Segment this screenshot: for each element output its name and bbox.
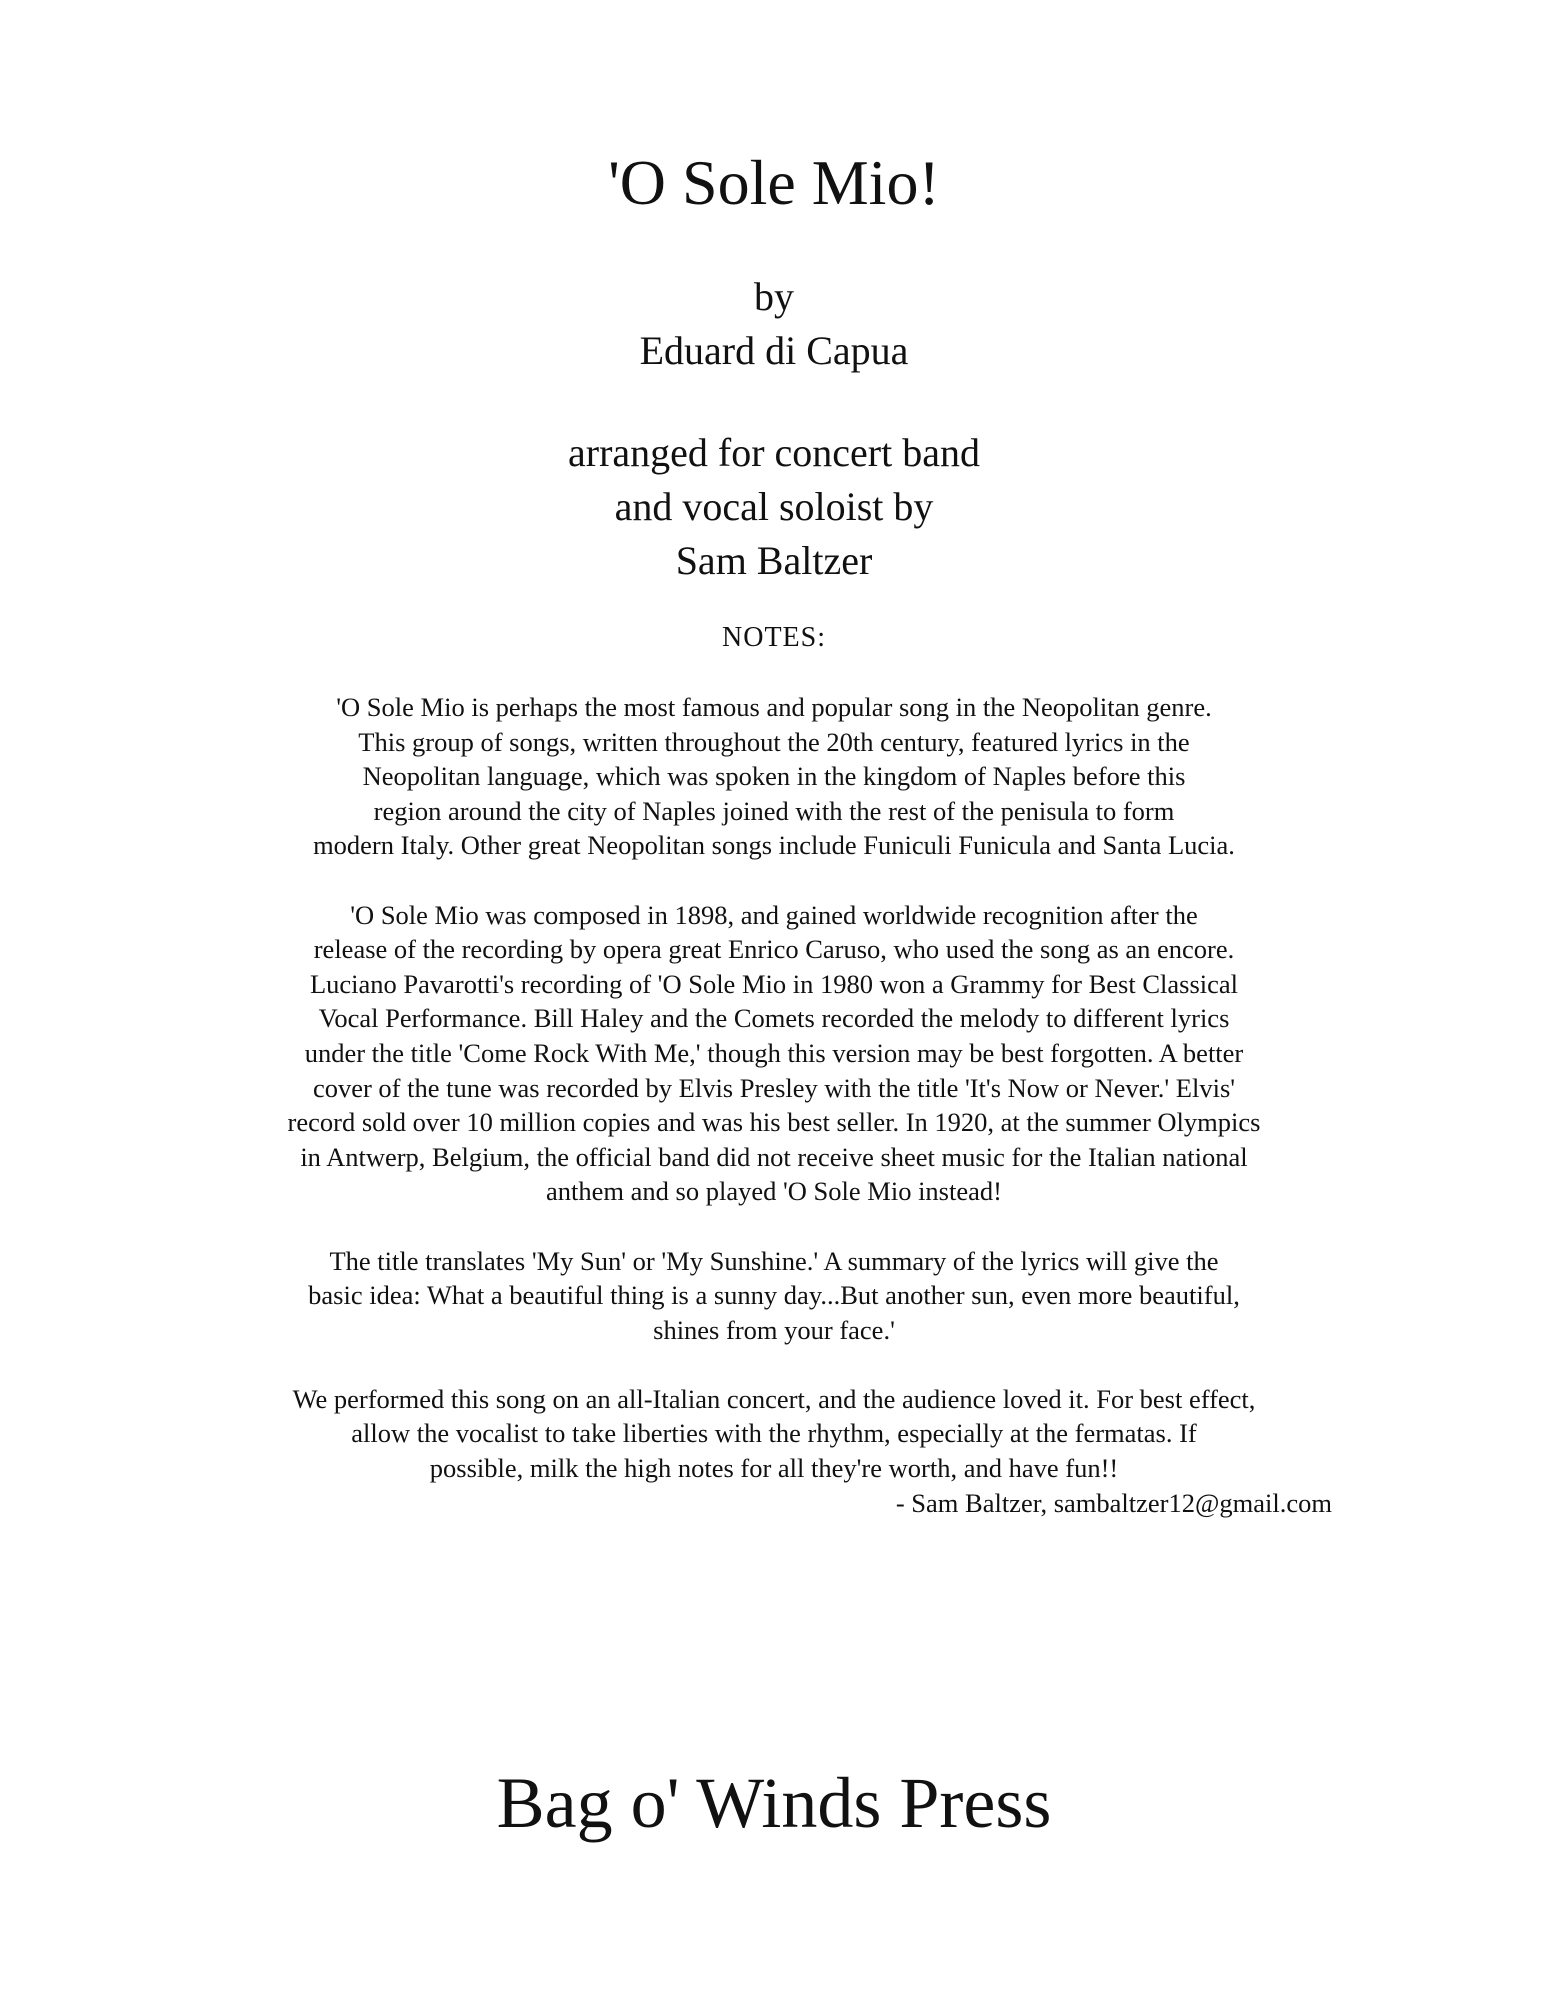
text-line: anthem and so played 'O Sole Mio instead!: [546, 1176, 1002, 1207]
notes-paragraph-1: [150, 690, 1398, 863]
text-line: We performed this song on an all-Italian concert, and the audience loved it. For best effect,: [292, 1383, 1256, 1414]
text-line: release of the recording by opera great Enrico Caruso, who used the song as an encore.: [313, 934, 1235, 965]
text-line: in Antwerp, Belgium, the official band did not receive sheet music for the Italian national: [300, 1141, 1248, 1172]
notes-paragraph-3: [150, 1244, 1398, 1348]
text-line: shines from your face.': [653, 1314, 895, 1345]
publisher-name: Bag o' Winds Press: [496, 1763, 1052, 1843]
arranger-credit: [0, 426, 1548, 588]
author-signature: - Sam Baltzer, sambaltzer12@gmail.com: [895, 1487, 1332, 1518]
text-line: basic idea: What a beautiful thing is a sunny day...But another sun, even more beautiful,: [308, 1280, 1240, 1311]
text-line: region around the city of Naples joined with the rest of the penisula to form: [373, 795, 1175, 826]
text-line: cover of the tune was recorded by Elvis Presley with the title 'It's Now or Never.' Elvis': [312, 1072, 1236, 1103]
text-line: possible, milk the high notes for all they're worth, and have fun!!: [429, 1453, 1119, 1484]
text-line: modern Italy. Other great Neopolitan songs include Funiculi Funicula and Santa Lucia.: [313, 830, 1235, 861]
by-label: by: [754, 274, 794, 319]
text-line: Neopolitan language, which was spoken in the kingdom of Naples before this: [362, 761, 1186, 792]
notes-paragraph-2: [150, 898, 1398, 1209]
notes-body: [150, 690, 1398, 1520]
text-line: Vocal Performance. Bill Haley and the Comets recorded the melody to different lyrics: [318, 1003, 1230, 1034]
notes-heading: NOTES:: [722, 622, 826, 653]
text-line: This group of songs, written throughout the 20th century, featured lyrics in the: [358, 726, 1190, 757]
text-line: under the title 'Come Rock With Me,' though this version may be best forgotten. A better: [304, 1037, 1244, 1068]
text-line: 'O Sole Mio is perhaps the most famous and popular song in the Neopolitan genre.: [336, 692, 1212, 722]
arranged-line-2: and vocal soloist by: [614, 484, 934, 529]
arranger-name: Sam Baltzer: [675, 538, 873, 583]
text-line: The title translates 'My Sun' or 'My Sunshine.' A summary of the lyrics will give the: [329, 1245, 1219, 1276]
text-line: record sold over 10 million copies and was his best seller. In 1920, at the summer Olympics: [287, 1107, 1261, 1138]
notes-paragraph-4: [150, 1382, 1398, 1520]
text-line: allow the vocalist to take liberties with the rhythm, especially at the fermatas. If: [351, 1418, 1197, 1449]
composer-credit: [0, 270, 1548, 378]
arranged-line-1: arranged for concert band: [568, 430, 980, 475]
composer-name: Eduard di Capua: [639, 328, 909, 373]
text-line: Luciano Pavarotti's recording of 'O Sole Mio in 1980 won a Grammy for Best Classical: [309, 968, 1239, 999]
page-title: 'O Sole Mio!: [608, 147, 940, 218]
text-line: 'O Sole Mio was composed in 1898, and gained worldwide recognition after the: [350, 899, 1198, 930]
